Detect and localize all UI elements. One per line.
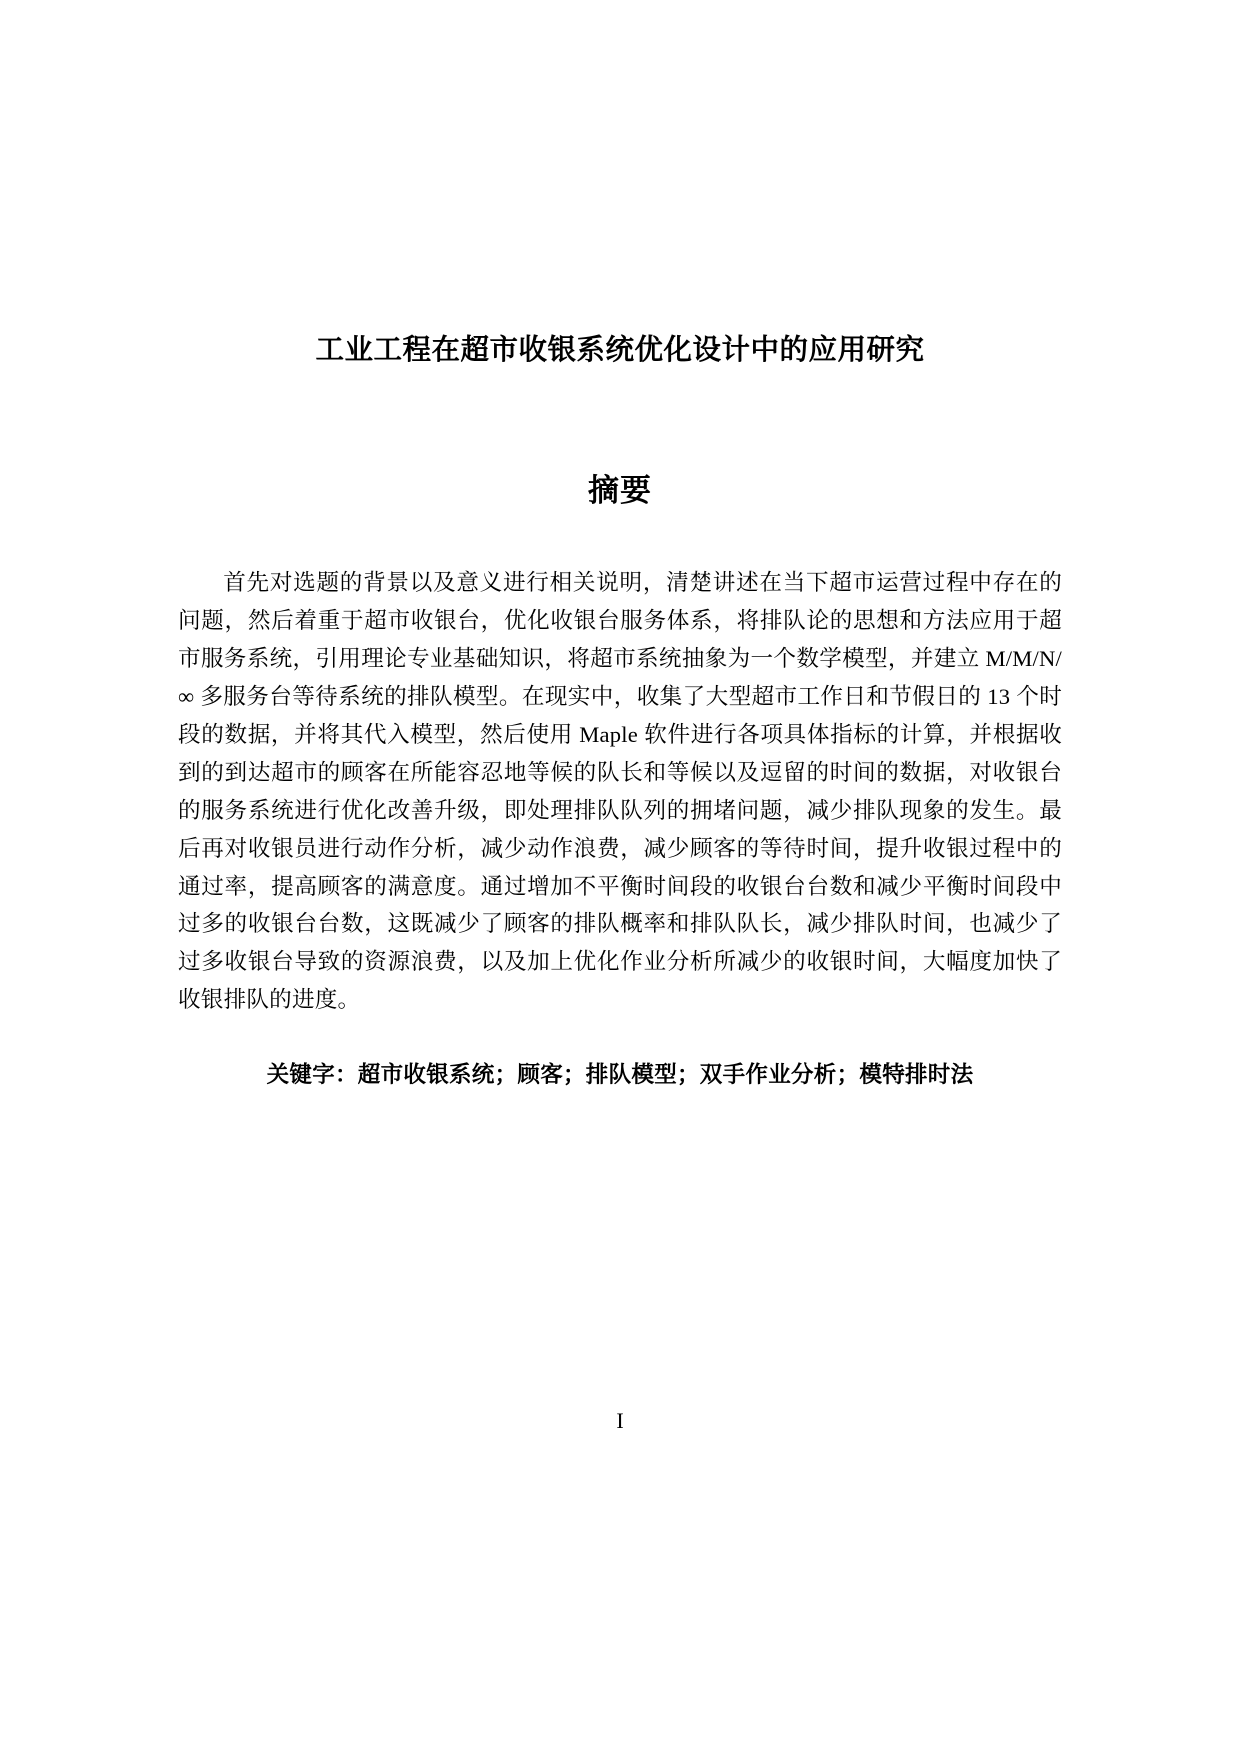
page-content xyxy=(178,0,1062,1089)
page-title: 工业工程在超市收银系统优化设计中的应用研究 xyxy=(315,333,925,366)
page-number: I xyxy=(616,1408,624,1433)
keywords-line: 关键字：超市收银系统；顾客；排队模型；双手作业分析；模特排时法 xyxy=(266,1062,974,1089)
abstract-heading: 摘要 xyxy=(588,472,652,509)
abstract-body: 首先对选题的背景以及意义进行相关说明，清楚讲述在当下超市运营过程中存在的问题，然后着重于超市收银台，优化收银台服务体系，将排队论的思想和方法应用于超市服务系统，引用理论专业基础知识，将超市系统抽象为一个数学模型，并建立 M/M/N/∞ 多服务台等待系统的排队模型。在现实中，收集了大型超市工作日和节假日的 13 个时段的数据，并将其代入模型，然后使用 Maple 软件进行各项具体指标的计算，并根据收到的到达超市的顾客在所能容忍地等候的队长和等候以及逗留的时间的数据，对收银台的服务系统进行优化改善升级，即处理排队队列的拥堵问题，减少排队现象的发生。最后再对收银员进行动作分析，减少动作浪费，减少顾客的等待时间，提升收银过程中的通过率，提高顾客的满意度。通过增加不平衡时间段的收银台台数和减少平衡时间段中过多的收银台台数，这既减少了顾客的排队概率和排队队长，减少排队时间，也减少了过多收银台导致的资源浪费，以及加上优化作业分析所减少的收银时间，大幅度加快了收银排队的进度。 xyxy=(178,569,1062,1013)
